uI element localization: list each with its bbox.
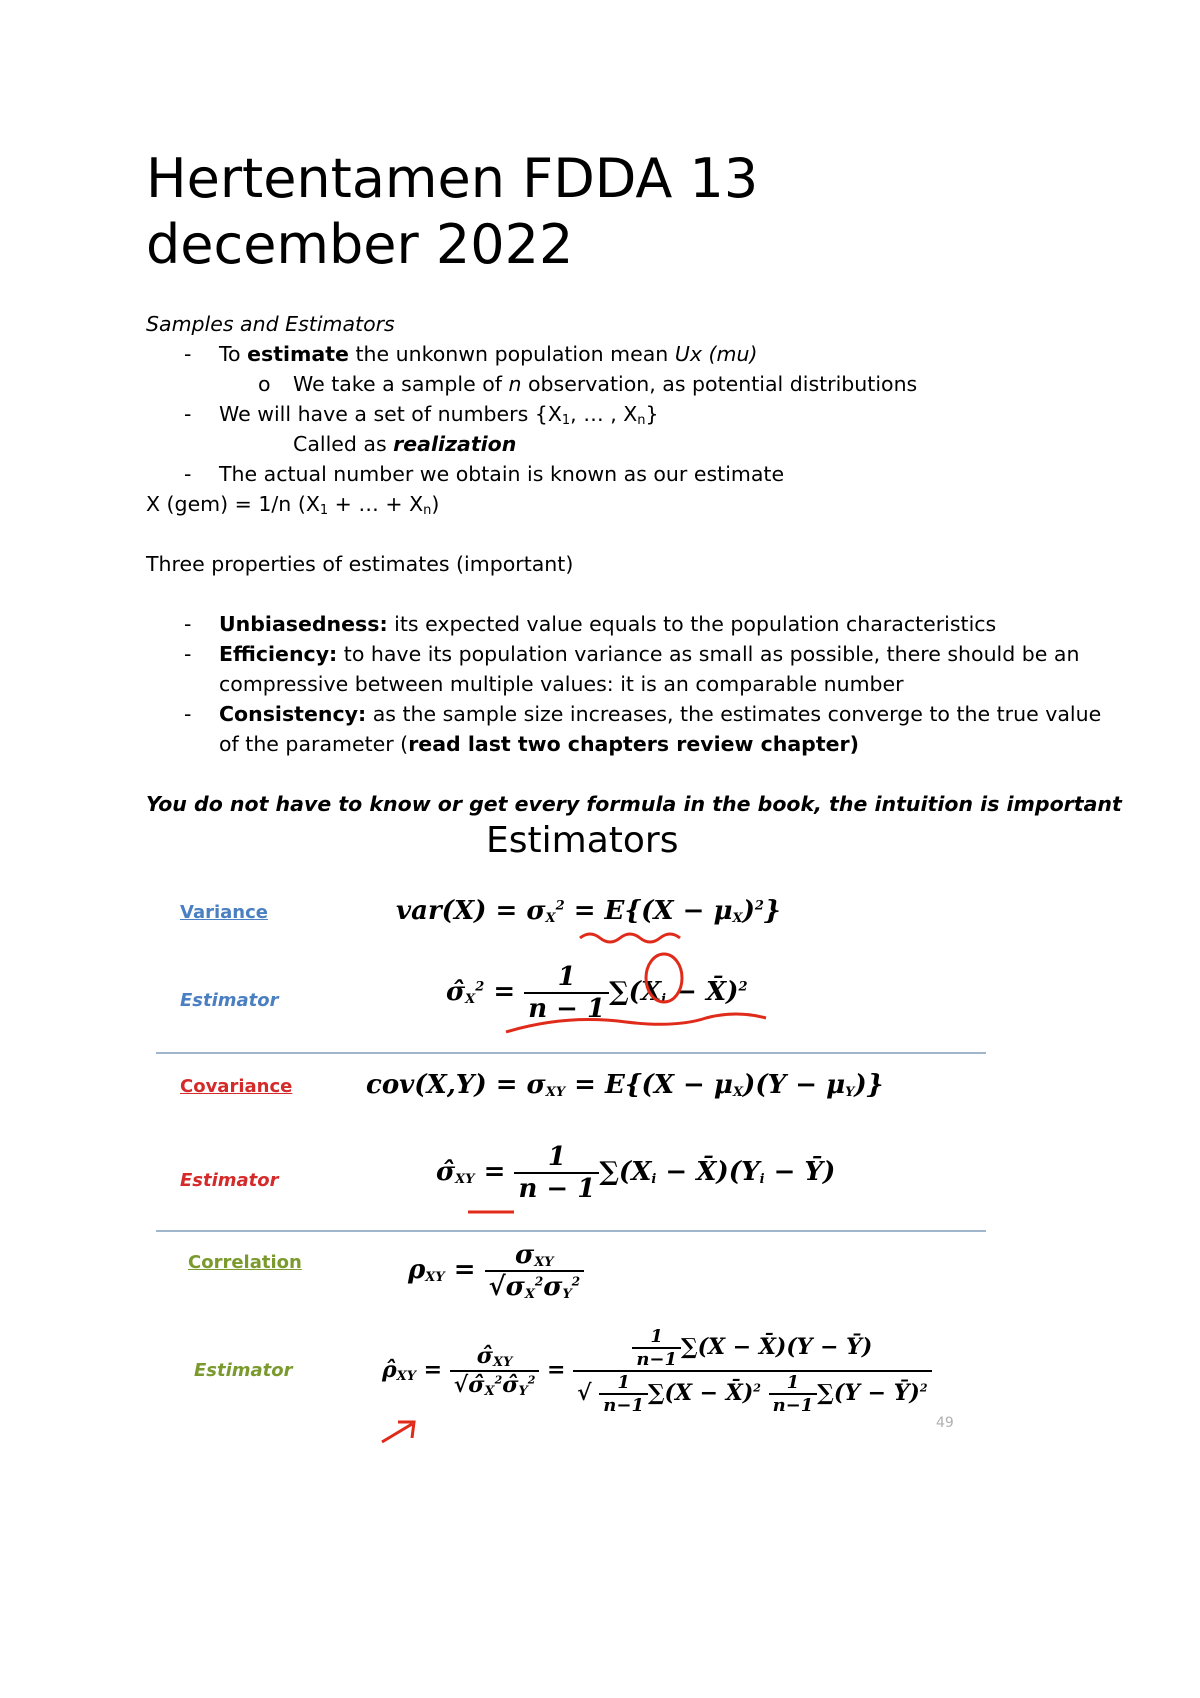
variance-label: Variance	[180, 902, 268, 923]
covariance-label: Covariance	[180, 1076, 293, 1097]
sub-bullet-marker: o	[258, 372, 271, 396]
ink-arrow	[382, 1422, 414, 1442]
correlation-estimator-formula: $\rhô_{XY}$ = $\frac{\sigmâ_{XY}}{√\sigmâ_X^2\sigmâ_Y^2}$ = $\frac{1}{n-1}$ ∑(X − X̄)(Y − Ȳ) √ $\frac{1}{n-1}$ ∑(X − X̄)$^2$ $\frac{1}{n-1}$ ∑(Y − Ȳ)$^2$	[382, 1326, 932, 1416]
property-unbiasedness: Unbiasedness: its expected value equals to the population characteristics	[219, 612, 997, 636]
intuition-note: You do not have to know or get every formula in the book, the intuition is important	[146, 792, 1122, 816]
slide-page-number: 49	[936, 1415, 954, 1431]
correlation-formula: $\rho_{XY}$ = $\frac{\sigma_{XY}}{√\sigma_X^2\sigma_Y^2}$	[408, 1240, 584, 1302]
variance-estimator-label: Estimator	[180, 990, 279, 1011]
covariance-estimator-label: Estimator	[180, 1170, 279, 1191]
covariance-formula: $cov(X,Y) = \sigma_{XY} = E\{(X - \mu_X)(Y - \mu_Y)\}$	[366, 1070, 884, 1100]
property-consistency-cont: of the parameter (read last two chapters review chapter)	[219, 732, 860, 756]
bullet-marker: -	[184, 462, 192, 486]
property-consistency: Consistency: as the sample size increases, the estimates converge to the true value	[219, 702, 1102, 726]
section-heading: Samples and Estimators	[146, 312, 395, 336]
realization-line: Called as realization	[293, 432, 517, 456]
property-efficiency-cont: compressive between multiple values: it is an comparable number	[219, 672, 904, 696]
ink-underline	[506, 1014, 766, 1032]
variance-estimator-formula: $\sigmâ_X^2$ = $\frac{1}{n - 1}$ $\sum(X_i$ − X̄)$^2$	[446, 962, 748, 1024]
bullet-estimate-number: The actual number we obtain is known as our estimate	[219, 462, 785, 486]
bullet-marker: -	[184, 402, 192, 426]
bullet-estimate: To estimate the unkonwn population mean Ux (mu)	[219, 342, 758, 366]
bullet-marker: -	[184, 642, 192, 666]
bullet-marker: -	[184, 612, 192, 636]
handwritten-annotations	[146, 820, 986, 1460]
bullet-marker: -	[184, 342, 192, 366]
property-efficiency: Efficiency: to have its population variance as small as possible, there should be an	[219, 642, 1080, 666]
page-title: Hertentamen FDDA 13 december 2022	[146, 147, 759, 276]
correlation-estimator-label: Estimator	[194, 1360, 293, 1381]
estimators-slide-image	[146, 820, 986, 1460]
ink-circle	[646, 954, 682, 1002]
sub-bullet-sample: We take a sample of n observation, as potential distributions	[293, 372, 918, 396]
ink-squiggle	[580, 934, 680, 942]
bullet-numbers: We will have a set of numbers {$X_1$, … , $X_n$}	[219, 402, 659, 428]
bullet-marker: -	[184, 702, 192, 726]
correlation-label: Correlation	[188, 1252, 302, 1273]
slide-title: Estimators	[486, 820, 679, 861]
variance-formula: $var(X) = \sigma_X^2 = E\{(X - \mu_X)^2\}$	[396, 896, 781, 926]
properties-heading: Three properties of estimates (important)	[146, 552, 574, 576]
covariance-estimator-formula: $\sigmâ_{XY}$ = $\frac{1}{n - 1}$ $\sum(X_i$ − $X̄)(Y_i$ − Ȳ)	[436, 1142, 836, 1204]
mean-formula: X (gem) = 1/n ($X_1$ + … + $X_n$)	[146, 492, 440, 518]
